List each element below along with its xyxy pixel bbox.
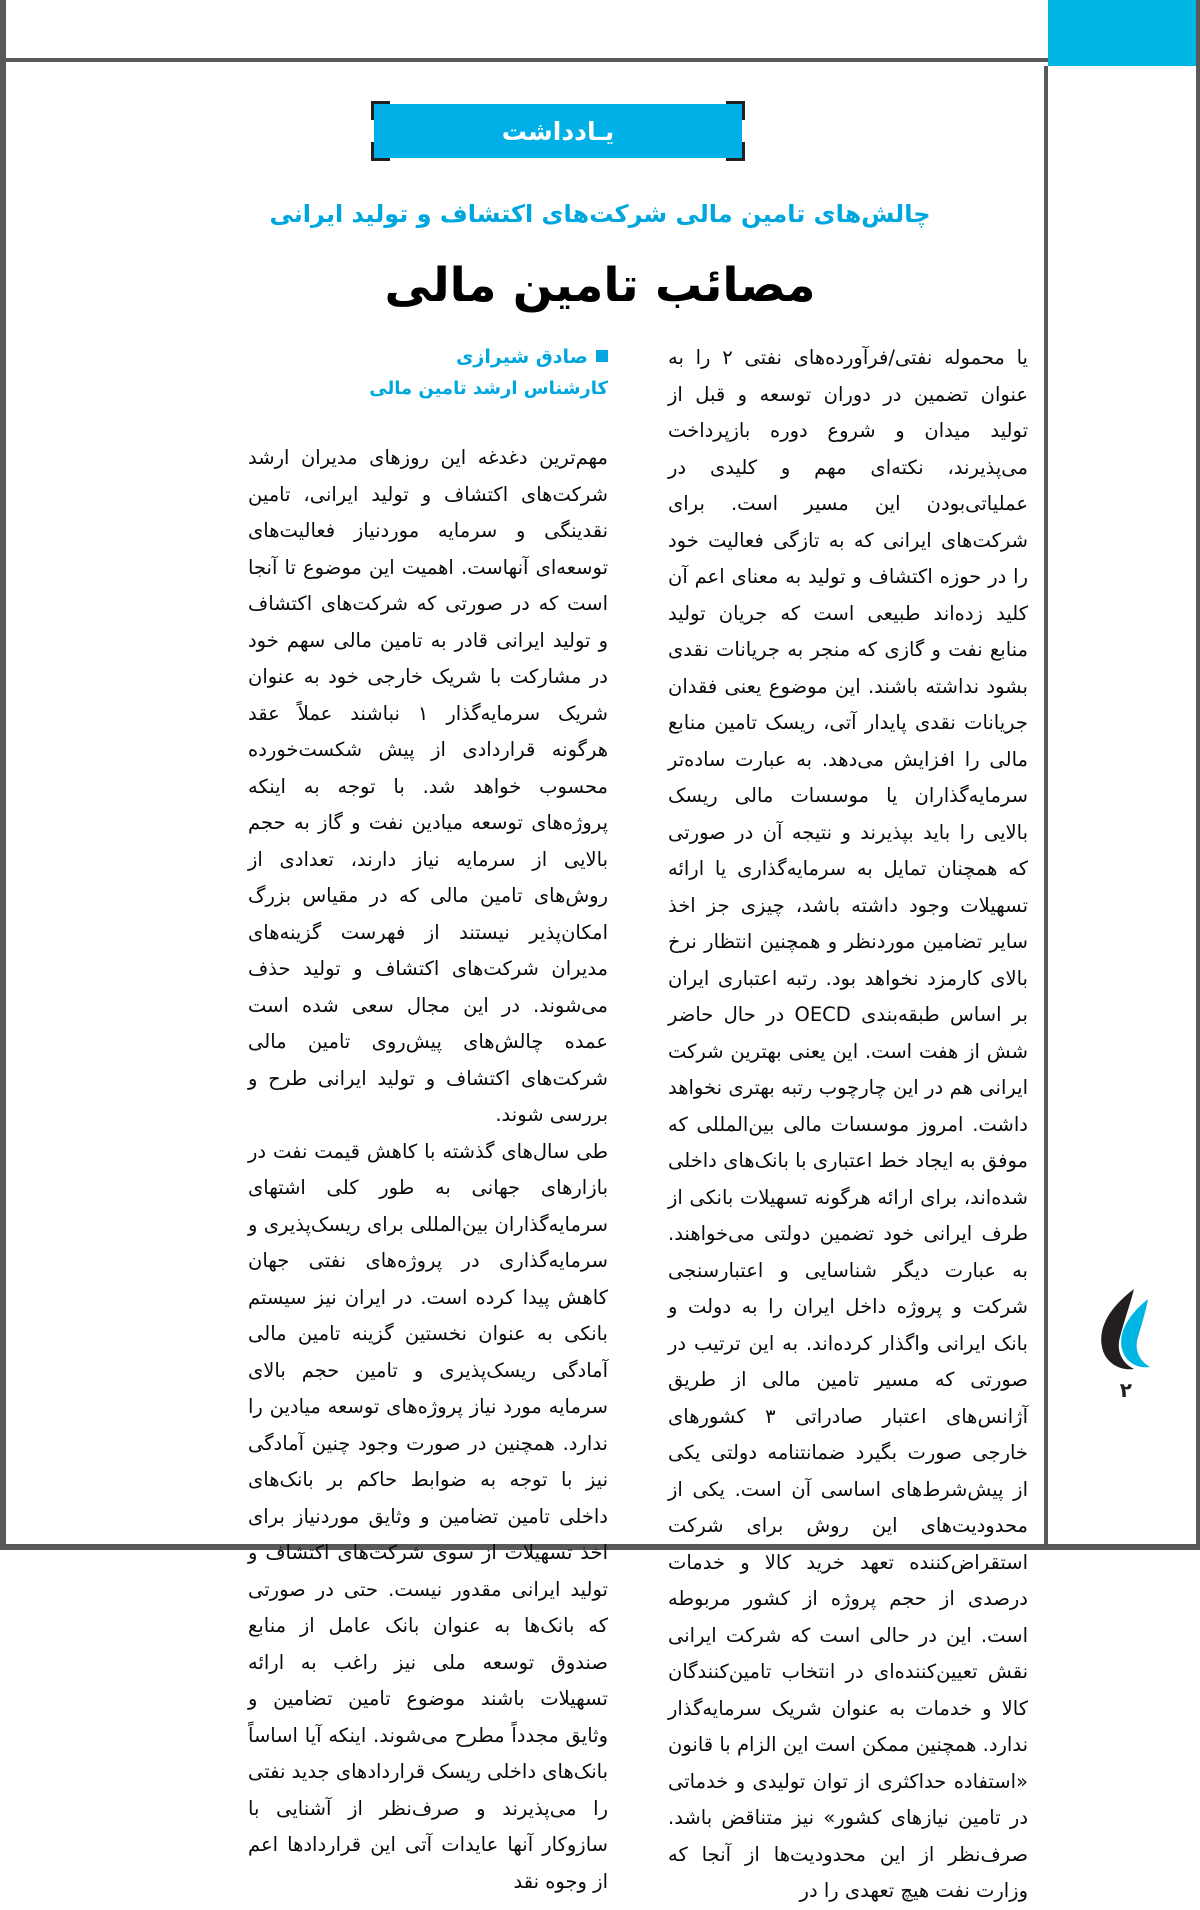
corner-mark-bottom-right: [726, 142, 745, 161]
body-column-right: [248, 440, 608, 1900]
paragraph-3: یا محموله نفتی/فرآورده‌های نفتی ۲ را به عنوان تضمین در دوران توسعه و قبل از تولید میدان و شروع دوره بازپرداخت می‌پذیرند، نکته‌ای مهم و کلیدی در عملیاتی‌بودن این مسیر است. برای شرکت‌های ایرانی که به تازگی فعالیت خود را در حوزه اکتشاف و تولید به معنای اعم آن کلید زده‌اند طبیعی است که جریان تولید منابع نفت و گازی که منجر به جریانات نقدی بشود نداشته باشند. این موضوع یعنی فقدان جریانات نقدی پایدار آتی، ریسک تامین منابع مالی را افزایش می‌دهد. به عبارت ساده‌تر سرمایه‌گذاران یا موسسات مالی ریسک بالایی را باید بپذیرند و نتیجه آن در صورتی که همچنان تمایل به سرمایه‌گذاری یا ارائه تسهیلات وجود داشته باشد، چیزی جز اخذ سایر تضامین موردنظر و همچنین انتظار نرخ بالای کارمزد نخواهد بود. رتبه اعتباری ایران بر اساس طبقه‌بندی OECD در حال حاضر شش از هفت است. این یعنی بهترین شرکت ایرانی هم در این چارچوب رتبه بهتری نخواهد داشت. امروز موسسات مالی بین‌المللی که موفق به ایجاد خط اعتباری با بانک‌های داخلی شده‌اند، برای ارائه هرگونه تسهیلات بانکی از طرف ایرانی خود تضمین دولتی می‌خواهند. به عبارت دیگر شناسایی و اعتبارسنجی شرکت و پروژه داخل ایران را به دولت و بانک ایرانی واگذار کرده‌اند. به این ترتیب در صورتی که مسیر تامین مالی از طریق آژانس‌های اعتبار صادراتی ۳ کشورهای خارجی صورت بگیرد ضمانتنامه دولتی یکی از پیش‌شرط‌های اساسی آن است. یکی از محدودیت‌های این روش برای شرکت استقراض‌کننده تعهد خرید کالا و خدمات درصدی از حجم پروژه از کشور مربوطه است. این در حالی است که شرکت ایرانی نقش تعیین‌کننده‌ای در انتخاب تامین‌کنندگان کالا و خدمات به عنوان شریک سرمایه‌گذار ندارد. همچنین ممکن است این الزام با قانون «استفاده حداکثری از توان تولیدی و خدماتی در تامین نیازهای کشور» نیز متناقض باشد. صرف‌نظر از این محدودیت‌ها از آنجا که وزارت نفت هیچ تعهدی را در: [668, 346, 1028, 1902]
body-column-left: [668, 340, 1028, 1910]
section-tag: [374, 104, 742, 158]
square-bullet-icon: [596, 350, 608, 362]
page-title: مصائب تامین مالی: [384, 258, 816, 313]
paragraph-1: مهم‌ترین دغدغه این روزهای مدیران ارشد شرکت‌های اکتشاف و تولید ایرانی، تامین نقدینگی و سرمایه موردنیاز فعالیت‌های توسعه‌ای آنهاست. اهمیت این موضوع تا آنجا است که در صورتی که شرکت‌های اکتشاف و تولید ایرانی قادر به تامین مالی سهم خود در مشارکت با شریک خارجی خود به عنوان شریک سرمایه‌گذار ۱ نباشند عملاً عقد هرگونه قراردادی از پیش شکست‌خورده محسوب خواهد شد. با توجه به اینکه پروژه‌های توسعه میادین نفت و گاز به حجم بالایی از سرمایه نیاز دارند، تعدادی از روش‌های تامین مالی که در مقیاس بزرگ امکان‌پذیر نیستند از فهرست گزینه‌های مدیران شرکت‌های اکتشاف و تولید حذف می‌شوند. در این مجال سعی شده است عمده چالش‌های پیش‌روی تامین مالی شرکت‌های اکتشاف و تولید ایرانی طرح و بررسی شوند.: [248, 446, 608, 1126]
byline-author-name: صادق شیرازی: [456, 346, 588, 368]
paragraph-2: طی سال‌های گذشته با کاهش قیمت نفت در بازارهای جهانی به طور کلی اشتهای سرمایه‌گذاران بین‌المللی برای ریسک‌پذیری و سرمایه‌گذاری در پروژه‌های نفتی جهان کاهش پیدا کرده است. در ایران نیز سیستم بانکی به عنوان نخستین گزینه تامین مالی آمادگی ریسک‌پذیری و تامین حجم بالای سرمایه مورد نیاز پروژه‌های توسعه میادین را ندارد. همچنین در صورت وجود چنین آمادگی نیز با توجه به ضوابط حاکم بر بانک‌های داخلی تامین تضامین و وثایق موردنیاز برای اخذ تسهیلات از سوی شرکت‌های اکتشاف و تولید ایرانی مقدور نیست. حتی در صورتی که بانک‌ها به عنوان بانک عامل از منابع صندوق توسعه ملی نیز راغب به ارائه تسهیلات باشند موضوع تامین تضامین و وثایق مجدداً مطرح می‌شوند. اینکه آیا اساساً بانک‌های داخلی ریسک قراردادهای جدید نفتی را می‌پذیرند و صرف‌نظر از آشنایی با سازوکار آنها عایدات آتی این قراردادها اعم از وجوه نقد: [248, 1139, 608, 1893]
left-edge-rule: [0, 0, 6, 1550]
byline-author-row: [248, 342, 608, 372]
right-edge-rule: [1196, 0, 1200, 1550]
article-kicker: چالش‌های تامین مالی شرکت‌های اکتشاف و تولید ایرانی: [269, 200, 931, 228]
cyan-corner-block: [1048, 0, 1200, 66]
publisher-logo: [1072, 1285, 1172, 1375]
page-number: ۲: [1119, 1378, 1132, 1402]
corner-mark-bottom-left: [371, 142, 390, 161]
page-top-frame-inner: [0, 0, 1035, 54]
byline: [248, 342, 608, 406]
byline-author-role: کارشناس ارشد تامین مالی: [369, 378, 608, 399]
section-tag-box: [374, 104, 742, 158]
corner-mark-top-left: [371, 101, 390, 120]
page-top-frame: [0, 0, 1048, 62]
corner-mark-top-right: [726, 101, 745, 120]
section-tag-label: یـادداشت: [501, 116, 615, 146]
